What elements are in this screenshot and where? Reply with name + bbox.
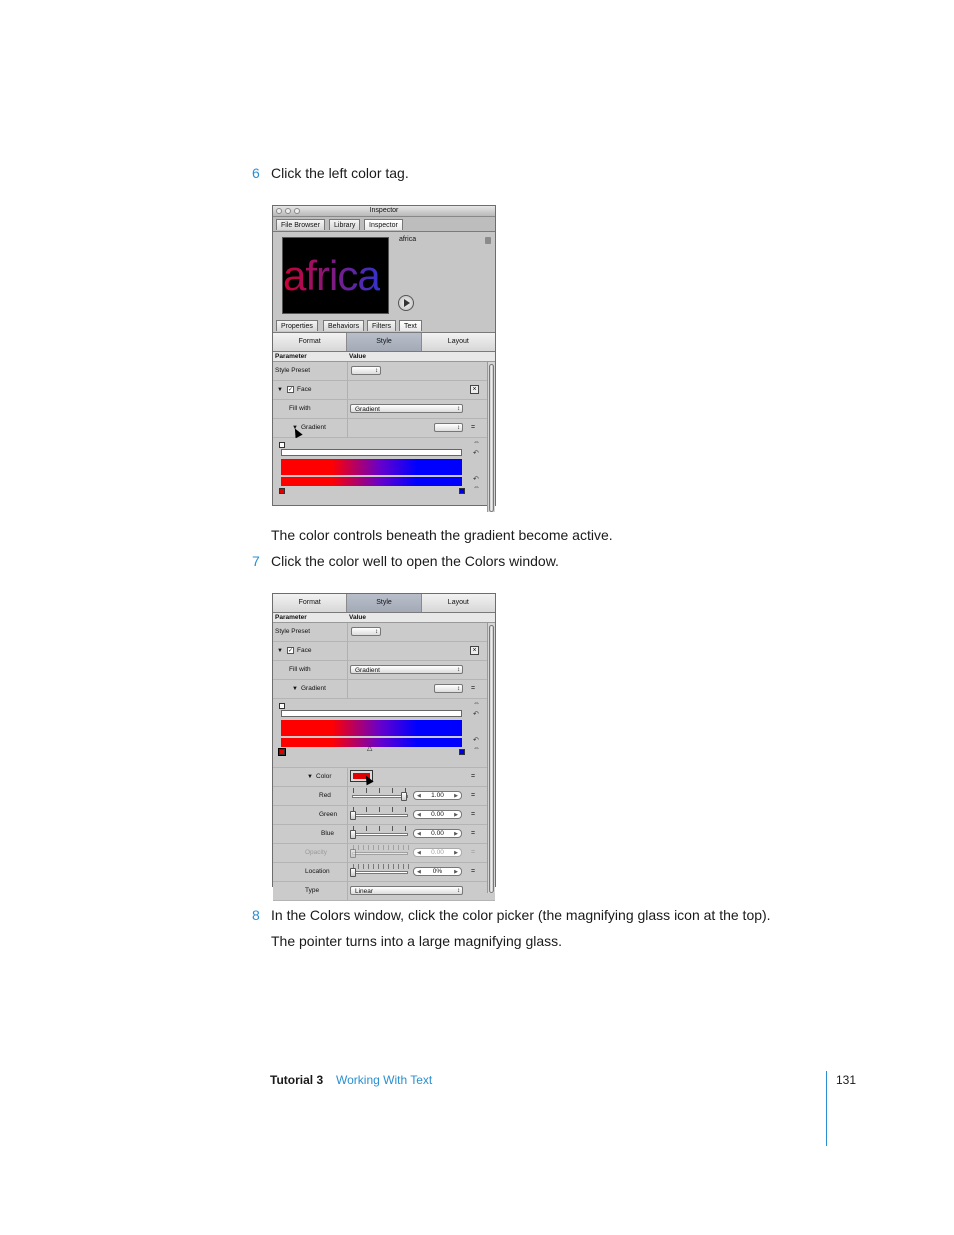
opacity-slider-knob	[350, 849, 356, 858]
step-text: Click the left color tag.	[271, 165, 409, 181]
object-name: africa	[399, 236, 417, 243]
opacity-tag[interactable]	[279, 442, 285, 448]
disclosure-triangle-icon[interactable]: ▼	[277, 648, 283, 654]
green-slider[interactable]	[352, 814, 408, 817]
parameter-list	[273, 613, 495, 901]
left-color-tag[interactable]	[279, 749, 285, 755]
red-value-field[interactable]: ◀ 1.00 ▶	[413, 791, 462, 800]
step-number: 6	[252, 165, 260, 181]
location-slider[interactable]	[352, 871, 408, 874]
gradient-preset-popup[interactable]	[434, 423, 463, 432]
reverse-icon[interactable]: ↶	[473, 450, 479, 457]
location-slider-knob[interactable]	[350, 868, 356, 877]
add-tag-icon[interactable]: ⇔	[473, 700, 480, 707]
tab-style[interactable]: Style	[347, 333, 421, 351]
style-preset-label: Style Preset	[275, 367, 311, 374]
scroll-thumb[interactable]	[489, 364, 494, 512]
slider-ticks	[353, 864, 409, 869]
footer-divider	[826, 1071, 827, 1146]
result-text: The color controls beneath the gradient become active.	[271, 527, 613, 543]
reset-x-icon[interactable]: ×	[470, 385, 479, 394]
row-style-preset	[273, 623, 495, 642]
step-number: 8	[252, 907, 260, 923]
opacity-value-field: ◀ 0.00 ▶	[413, 848, 462, 857]
add-tag-icon[interactable]: ⇔	[473, 745, 480, 752]
animation-menu-icon[interactable]: =	[471, 685, 476, 692]
blue-slider-knob[interactable]	[350, 830, 356, 839]
reverse-icon[interactable]: ↶	[473, 711, 479, 718]
footer-chapter: Tutorial 3	[270, 1073, 324, 1087]
scrollbar[interactable]	[487, 623, 495, 893]
disclosure-triangle-icon[interactable]: ▼	[277, 387, 283, 393]
tab-behaviors[interactable]: Behaviors	[323, 320, 364, 331]
right-color-tag[interactable]	[459, 749, 465, 755]
opacity-label: Opacity	[305, 849, 328, 856]
close-window-icon[interactable]	[276, 208, 282, 214]
tab-properties[interactable]: Properties	[276, 320, 318, 331]
parameter-list	[273, 352, 495, 496]
tab-library[interactable]: Library	[329, 219, 360, 230]
add-tag-icon[interactable]: ⇔	[473, 439, 480, 446]
result-text: The pointer turns into a large magnifying glass.	[271, 933, 563, 949]
zoom-window-icon[interactable]	[294, 208, 300, 214]
gradient-label: Gradient	[301, 424, 326, 431]
disclosure-triangle-icon[interactable]: ▼	[292, 425, 298, 431]
red-slider-knob[interactable]	[401, 792, 407, 801]
column-header	[273, 352, 495, 362]
right-color-tag[interactable]	[459, 488, 465, 494]
gradient-preview-bar	[281, 720, 462, 736]
step-text: Click the color well to open the Colors window.	[271, 553, 559, 569]
animation-menu-icon[interactable]: =	[471, 424, 476, 431]
animation-menu-icon[interactable]: =	[471, 811, 476, 818]
row-fill-with	[273, 661, 495, 680]
row-color	[273, 768, 495, 787]
row-opacity	[273, 844, 495, 863]
footer-title[interactable]: Working With Text	[336, 1073, 433, 1087]
type-popup[interactable]: Linear ↕	[350, 886, 463, 895]
inspector-subtabs	[273, 318, 495, 333]
window-titlebar	[273, 206, 495, 217]
row-red	[273, 787, 495, 806]
row-blue	[273, 825, 495, 844]
animation-menu-icon: =	[471, 849, 476, 856]
tab-text[interactable]: Text	[399, 320, 422, 331]
tab-file-browser[interactable]: File Browser	[276, 219, 325, 230]
fill-with-popup[interactable]: Gradient ↕	[350, 665, 463, 674]
minimize-window-icon[interactable]	[285, 208, 291, 214]
green-slider-knob[interactable]	[350, 811, 356, 820]
face-label: Face	[297, 386, 312, 393]
disclosure-triangle-icon[interactable]: ▼	[292, 686, 298, 692]
face-label: Face	[297, 647, 312, 654]
gradient-label: Gradient	[301, 685, 326, 692]
scrollbar[interactable]	[487, 362, 495, 512]
header-parameter: Parameter	[275, 614, 307, 621]
color-bar[interactable]	[281, 477, 462, 486]
row-gradient	[273, 680, 495, 699]
reverse-icon[interactable]: ↶	[473, 476, 479, 483]
style-preset-label: Style Preset	[275, 628, 311, 635]
tab-filters[interactable]: Filters	[367, 320, 396, 331]
style-preset-popup[interactable]	[351, 627, 381, 636]
format-style-layout-tabs	[273, 333, 495, 352]
text-preview	[282, 237, 389, 314]
row-location	[273, 863, 495, 882]
tab-format[interactable]: Format	[273, 333, 347, 351]
animation-menu-icon[interactable]: =	[471, 773, 476, 780]
blue-slider[interactable]	[352, 833, 408, 836]
type-label: Type	[305, 887, 320, 894]
fill-with-popup[interactable]: Gradient ↕	[350, 404, 463, 413]
disclosure-triangle-icon[interactable]: ▼	[307, 774, 313, 780]
gradient-preview-bar	[281, 459, 462, 475]
location-value-field[interactable]: ◀ 0% ▶	[413, 867, 462, 876]
header-value: Value	[349, 353, 366, 360]
animation-menu-icon[interactable]: =	[471, 792, 476, 799]
gradient-editor	[273, 699, 495, 768]
left-color-tag[interactable]	[279, 488, 285, 494]
tab-layout[interactable]: Layout	[422, 594, 495, 612]
format-style-layout-tabs	[273, 594, 495, 613]
row-gradient	[273, 419, 495, 438]
column-header	[273, 613, 495, 623]
tab-inspector[interactable]: Inspector	[364, 219, 403, 230]
animation-menu-icon[interactable]: =	[471, 868, 476, 875]
face-checkbox[interactable]: ✓	[288, 387, 294, 393]
window-title: Inspector	[369, 207, 399, 214]
header-parameter: Parameter	[275, 353, 307, 360]
row-face	[273, 381, 495, 400]
color-label: Color	[316, 773, 332, 780]
step-text: In the Colors window, click the color picker (the magnifying glass icon at the top).	[271, 907, 771, 923]
tab-style[interactable]: Style	[347, 594, 421, 612]
gradient-editor	[273, 438, 495, 496]
preview-area	[273, 232, 495, 318]
page-number: 131	[836, 1073, 857, 1087]
fill-with-label: Fill with	[289, 666, 311, 673]
location-label: Location	[305, 868, 330, 875]
opacity-bar[interactable]	[281, 710, 462, 717]
blue-value-field[interactable]: ◀ 0.00 ▶	[413, 829, 462, 838]
blue-label: Blue	[321, 830, 335, 837]
row-type	[273, 882, 495, 901]
slider-ticks	[353, 845, 409, 850]
row-style-preset	[273, 362, 495, 381]
scroll-thumb[interactable]	[489, 625, 494, 893]
slider-ticks	[353, 807, 409, 812]
face-checkbox[interactable]: ✓	[288, 648, 294, 654]
add-tag-icon[interactable]: ⇔	[473, 484, 480, 491]
gradient-preset-popup[interactable]	[434, 684, 463, 693]
slider-ticks	[353, 826, 409, 831]
tab-layout[interactable]: Layout	[422, 333, 495, 351]
green-value-field[interactable]: ◀ 0.00 ▶	[413, 810, 462, 819]
reverse-icon[interactable]: ↶	[473, 737, 479, 744]
tab-format[interactable]: Format	[273, 594, 347, 612]
opacity-tag[interactable]	[279, 703, 285, 709]
reset-x-icon[interactable]: ×	[470, 646, 479, 655]
green-label: Green	[319, 811, 338, 818]
lock-icon[interactable]	[485, 237, 491, 244]
preview-word: africa	[283, 252, 380, 299]
fill-with-label: Fill with	[289, 405, 311, 412]
inspector-screenshot-1	[272, 205, 496, 506]
red-slider[interactable]	[352, 795, 408, 798]
opacity-bar[interactable]	[281, 449, 462, 456]
header-value: Value	[349, 614, 366, 621]
midpoint-icon[interactable]: △	[367, 745, 373, 752]
row-face	[273, 642, 495, 661]
style-preset-popup[interactable]	[351, 366, 381, 375]
row-green	[273, 806, 495, 825]
play-icon[interactable]	[398, 295, 414, 311]
row-fill-with	[273, 400, 495, 419]
animation-menu-icon[interactable]: =	[471, 830, 476, 837]
step-number: 7	[252, 553, 260, 569]
red-label: Red	[319, 792, 331, 799]
browser-tabs	[273, 217, 495, 232]
opacity-slider	[352, 852, 408, 855]
inspector-screenshot-2	[272, 593, 496, 895]
